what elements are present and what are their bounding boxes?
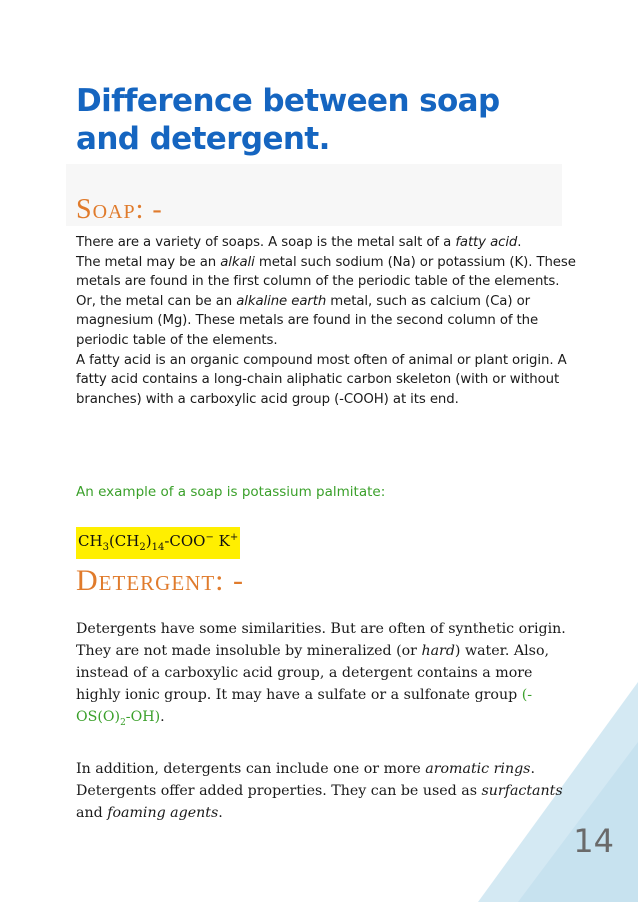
potassium-palmitate-formula: $CH_3(CH_2)_{14}-COO^-$ K+	[76, 527, 240, 559]
detergent-paragraph-2: In addition, detergents can include one or more aromatic rings. Detergents offer added properties. They can be used as surfactants and foaming agents.	[76, 761, 563, 821]
soap-paragraph-3: A fatty acid is an organic compound most often of animal or plant origin. A fatty acid contains a long-chain aliphatic carbon skeleton (with or without branches) with a carboxylic acid group (-COOH) at its end.	[76, 352, 567, 407]
page-title: Difference between soap and detergent.	[76, 83, 500, 157]
soap-paragraph-2: The metal may be an alkali metal such sodium (Na) or potassium (K). These metals are found in the first column of the periodic table of the elements. Or, the metal can be an alkaline earth metal, such as calcium (Ca) or magnesium (Mg). These metals are found in the second column of the periodic table of the elements.	[76, 254, 576, 348]
detergent-paragraph-1: Detergents have some similarities. But are often of synthetic origin. They are not made insoluble by mineralized (or hard) water. Also, instead of a carboxylic acid group, a detergent contains a more highly ionic group. It may have a sulfate or a sulfonate group $(-OS(O)_2-OH)$.	[76, 621, 566, 728]
soap-paragraph-1: There are a variety of soaps. A soap is the metal salt of a fatty acid.	[76, 235, 522, 250]
detergent-heading: Detergent: -	[76, 564, 244, 597]
soap-example: An example of a soap is potassium palmitate:	[76, 484, 386, 500]
soap-description	[76, 233, 576, 409]
page-number: 14	[573, 822, 614, 860]
soap-heading: Soap: -	[76, 194, 163, 225]
